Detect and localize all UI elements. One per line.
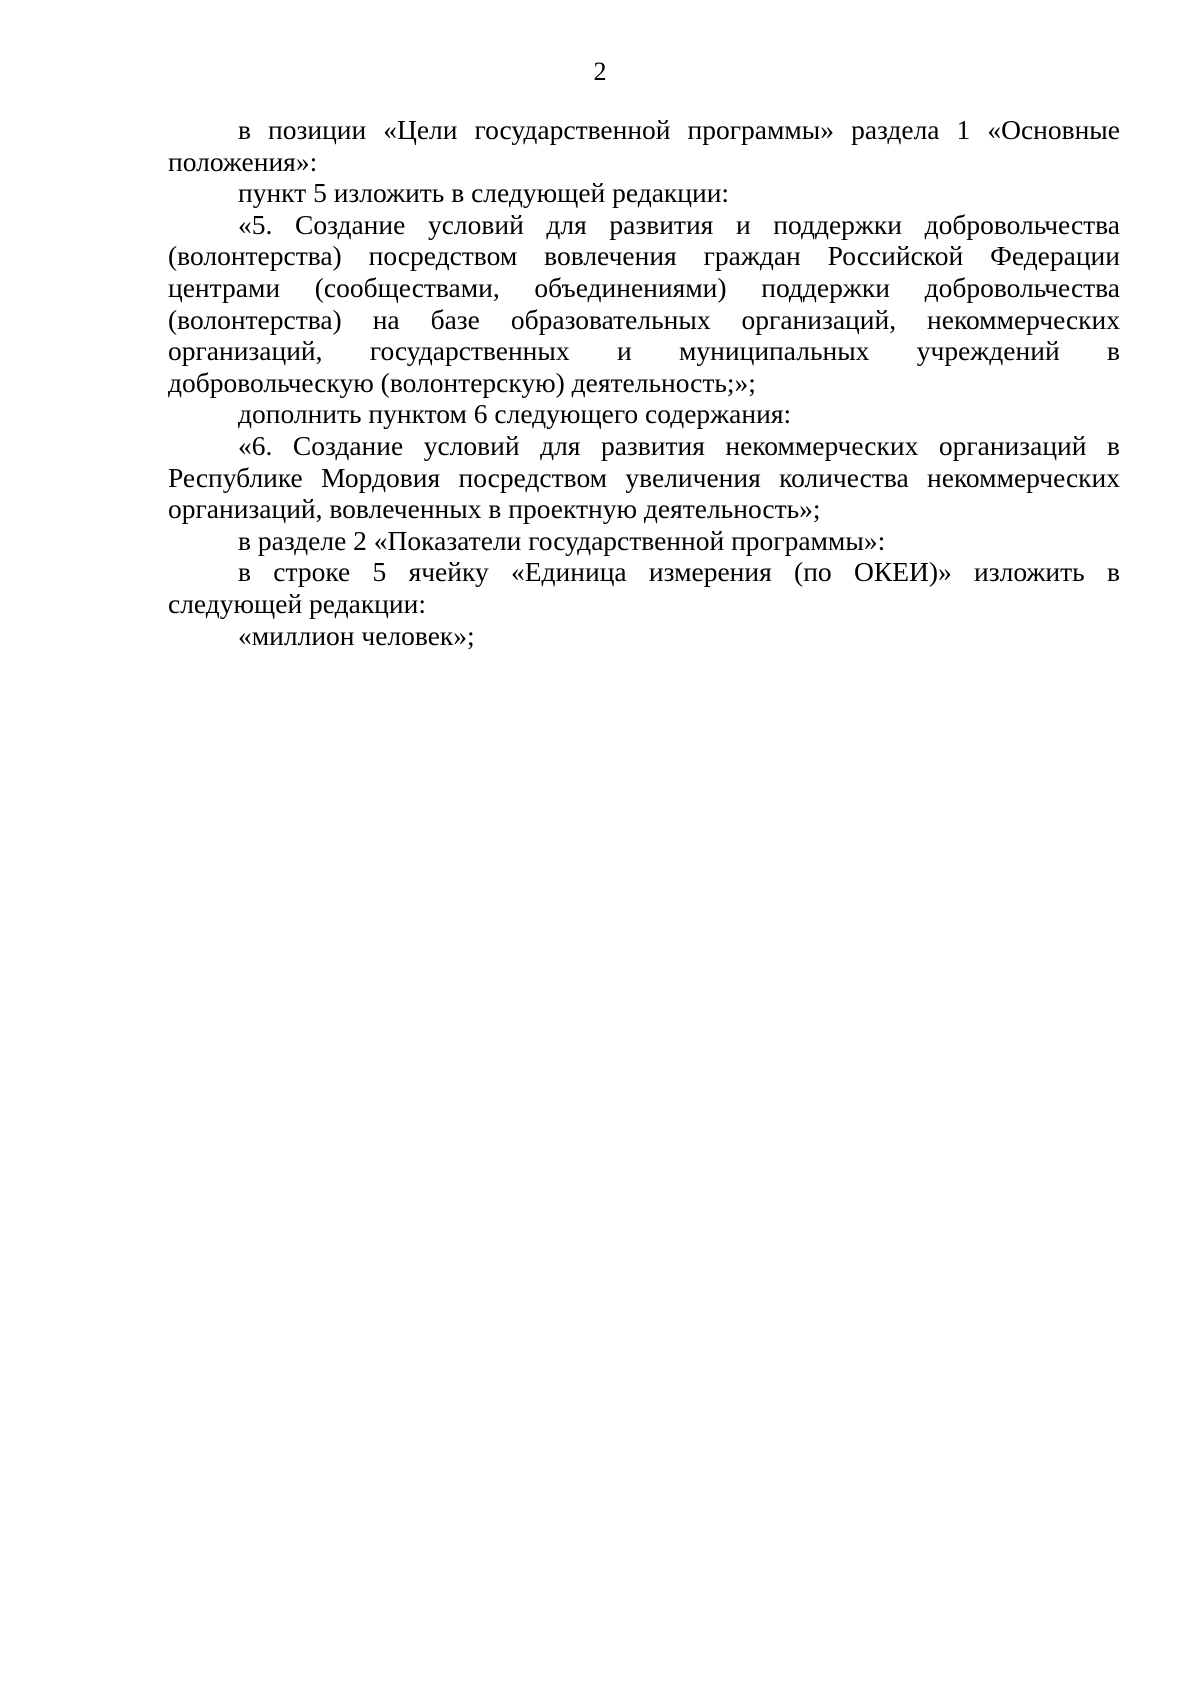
page-number: 2 bbox=[593, 57, 607, 86]
paragraph-1: в позиции «Цели государственной программы» раздела 1 «Основные положения»: bbox=[168, 114, 1120, 177]
paragraph-6: в разделе 2 «Показатели государственной программы»: bbox=[238, 524, 886, 556]
document-body bbox=[168, 114, 1120, 651]
paragraph-2: пункт 5 изложить в следующей редакции: bbox=[238, 177, 730, 209]
paragraph-8: «миллион человек»; bbox=[238, 619, 475, 651]
paragraph-4: дополнить пунктом 6 следующего содержания: bbox=[238, 398, 792, 430]
paragraph-7: в строке 5 ячейку «Единица измерения (по ОКЕИ)» изложить в следующей редакции: bbox=[168, 556, 1120, 619]
paragraph-3: «5. Создание условий для развития и поддержки добровольчества (волонтерства) посредством вовлечения граждан Российской Федерации центрами (сообществами, объединениями) поддержки добровольчества (волонтерства) на базе образовательных организаций, некоммерческих организаций, государственных и муниципальных учреждений в добровольческую (волонтерскую) деятельность;»; bbox=[168, 208, 1120, 398]
paragraph-5: «6. Создание условий для развития некоммерческих организаций в Республике Мордовия посредством увеличения количества некоммерческих организаций, вовлеченных в проектную деятельность»; bbox=[168, 429, 1120, 525]
